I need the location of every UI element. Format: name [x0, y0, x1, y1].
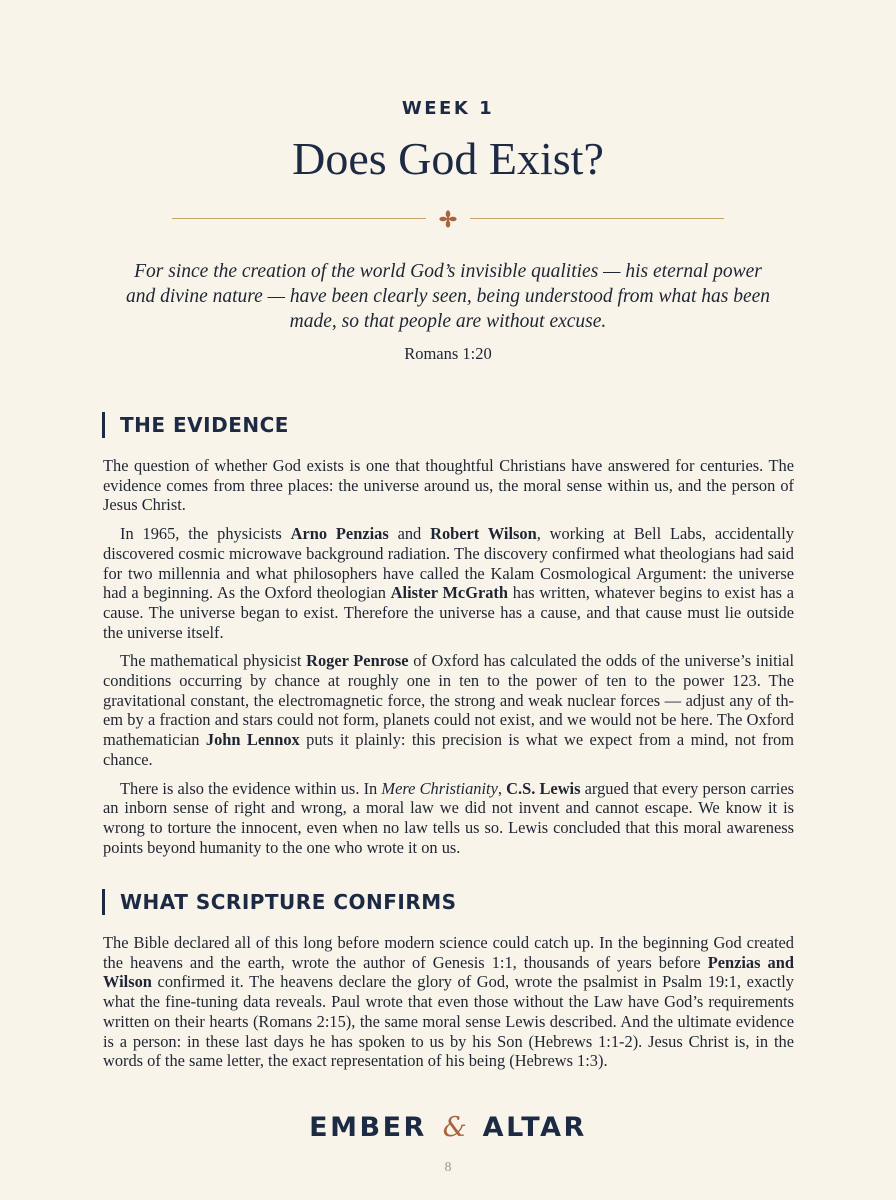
- bold-name: Robert Wilson: [430, 524, 537, 544]
- text-run: The question of whether God exists is one that thoughtful Christians have answered for centuries. The evidence comes from three places: the universe around us, the moral sense within us, and the person of Jesus Christ.: [103, 456, 794, 515]
- title-divider: [172, 209, 724, 229]
- italic-title: Mere Christianity: [381, 778, 498, 798]
- text-run: ,: [497, 778, 507, 798]
- section-heading-evidence: [102, 410, 289, 440]
- brand-logo: [0, 1112, 896, 1143]
- body-paragraph: [103, 933, 794, 1071]
- text-run: There is also the evidence within us. In: [120, 778, 382, 798]
- section-heading-scripture: [102, 887, 457, 917]
- brand-ampersand: &: [442, 1112, 467, 1143]
- bold-name: Roger Penrose: [306, 651, 409, 671]
- text-run: , working at Bell Labs, accidentally discovered cosmic microwave background radiation. The discovery confirmed what theologians had said for two millennia and what philosophers have called the Kalam Cosmological Argument: the universe had a beginning. As the Oxford theologian: [103, 524, 794, 603]
- brand-word-altar: ALTAR: [482, 1112, 587, 1143]
- text-run: of Oxford has calculated the odds of the universe’s initial conditions occurring by chance at roughly one in ten to the power of ten to the power 123. The gravitational constant, the electromagnetic force, the strong and weak nuclear forces — adjust any of th-em by a fraction and stars could not form, planets could not exist, and we would not be here. The Oxford mathematician: [103, 651, 795, 750]
- brand-word-ember: EMBER: [309, 1112, 427, 1143]
- bold-name: Alister McGrath: [390, 583, 508, 603]
- epigraph-citation: Romans 1:20: [404, 344, 492, 363]
- body-paragraph: [103, 524, 794, 642]
- section-body-evidence: [103, 456, 794, 866]
- body-paragraph: [103, 651, 794, 769]
- bold-name: Penzias and Wilson: [103, 952, 794, 992]
- body-paragraph: [103, 779, 794, 858]
- epigraph-quote: For since the creation of the world God’s invisible qualities — his eternal power and divine nature — have been clearly seen, being understood from what has been made, so that people are without excuse.: [125, 261, 771, 332]
- page-number: 8: [444, 1160, 452, 1175]
- bold-name: Arno Penzias: [290, 524, 389, 544]
- fleuron-icon: [438, 209, 458, 229]
- heading-accent-bar: [102, 889, 105, 915]
- section-heading-text: THE EVIDENCE: [120, 413, 289, 437]
- divider-line-right: [470, 218, 724, 219]
- text-run: has written, whatever begins to exist has a cause. The universe began to exist. Therefore the universe has a cause, and that cause must lie outside the universe itself.: [103, 583, 795, 642]
- text-run: argued that every person carries an inborn sense of right and wrong, a moral law we did not invent and cannot escape. We know it is wrong to torture the innocent, even when no law tells us so. Lewis concluded that this moral awareness points beyond humanity to the one who wrote it on us.: [103, 778, 794, 857]
- week-label: WEEK 1: [401, 98, 495, 119]
- bold-name: C.S. Lewis: [506, 778, 581, 798]
- text-run: The Bible declared all of this long before modern science could catch up. In the beginning God created the heavens and the earth, wrote the author of Genesis 1:1, thousands of years before: [103, 933, 794, 972]
- text-run: The mathematical physicist: [120, 651, 307, 671]
- text-run: and: [388, 524, 431, 544]
- text-run: In 1965, the physicists: [120, 524, 291, 544]
- text-run: confirmed it. The heavens declare the glory of God, wrote the psalmist in Psalm 19:1, exactly what the fine-tuning data reveals. Paul wrote that even those without the Law have God’s requirements written on their hearts (Romans 2:15), the same moral sense Lewis described. And the ultimate evidence is a person: in these last days he has spoken to us by his Son (Hebrews 1:1-2). Jesus Christ is, in the words of the same letter, the exact representation of his being (Hebrews 1:3).: [103, 972, 794, 1071]
- text-run: puts it plainly: this precision is what we expect from a mind, not from chance.: [103, 730, 795, 769]
- page-title: Does God Exist?: [292, 133, 604, 184]
- section-heading-text: WHAT SCRIPTURE CONFIRMS: [120, 890, 457, 914]
- heading-accent-bar: [102, 412, 105, 438]
- bold-name: John Lennox: [205, 730, 300, 750]
- divider-line-left: [172, 218, 426, 219]
- section-body-scripture: [103, 933, 794, 1080]
- body-paragraph: [103, 456, 794, 515]
